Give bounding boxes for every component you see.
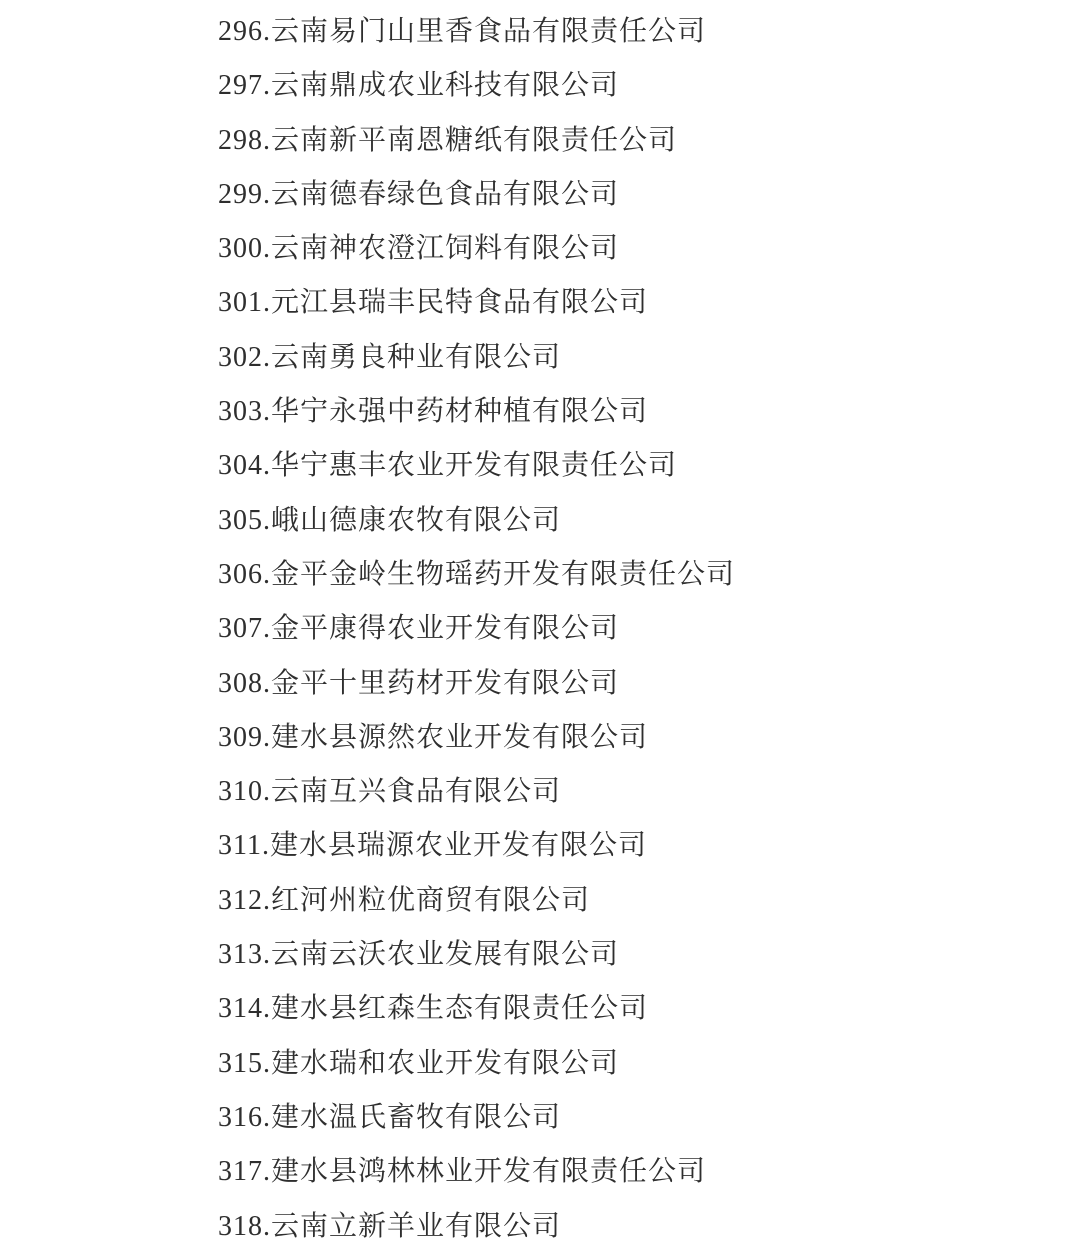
item-company-name: 建水温氏畜牧有限公司 [271, 1101, 562, 1133]
item-company-name: 云南新平南恩糖纸有限责任公司 [271, 124, 678, 156]
item-number: 310. [218, 776, 271, 808]
item-company-name: 金平金岭生物瑶药开发有限责任公司 [271, 558, 736, 590]
item-company-name: 元江县瑞丰民特食品有限公司 [271, 287, 649, 319]
list-item [218, 711, 1080, 765]
list-item [218, 602, 1080, 656]
list-item [218, 222, 1080, 276]
item-number: 317. [218, 1156, 271, 1188]
item-company-name: 金平康得农业开发有限公司 [271, 613, 620, 645]
list-item [218, 1200, 1080, 1254]
item-company-name: 金平十里药材开发有限公司 [271, 667, 620, 699]
item-company-name: 云南云沃农业发展有限公司 [271, 939, 620, 971]
item-number: 316. [218, 1101, 271, 1133]
item-number: 318. [218, 1210, 271, 1242]
item-number: 309. [218, 721, 271, 753]
item-number: 305. [218, 504, 271, 536]
list-item [218, 331, 1080, 385]
item-number: 299. [218, 178, 271, 210]
item-number: 313. [218, 939, 271, 971]
item-number: 303. [218, 396, 271, 428]
list-item [218, 59, 1080, 113]
list-item [218, 385, 1080, 439]
item-number: 307. [218, 613, 271, 645]
list-item [218, 819, 1080, 873]
item-number: 308. [218, 667, 271, 699]
item-company-name: 建水县瑞源农业开发有限公司 [269, 830, 647, 862]
list-item [218, 982, 1080, 1036]
list-item [218, 1091, 1080, 1145]
list-item [218, 5, 1080, 59]
list-item [218, 168, 1080, 222]
item-company-name: 建水县红森生态有限责任公司 [271, 993, 649, 1025]
item-company-name: 云南立新羊业有限公司 [271, 1210, 562, 1242]
company-list [218, 5, 1080, 1254]
item-number: 314. [218, 993, 271, 1025]
item-number: 315. [218, 1047, 271, 1079]
list-item [218, 548, 1080, 602]
list-item [218, 765, 1080, 819]
item-number: 312. [218, 884, 271, 916]
list-item [218, 1145, 1080, 1199]
item-company-name: 建水瑞和农业开发有限公司 [271, 1047, 620, 1079]
item-number: 311. [218, 830, 270, 862]
item-company-name: 云南鼎成农业科技有限公司 [271, 70, 620, 102]
list-item [218, 928, 1080, 982]
list-item [218, 276, 1080, 330]
item-company-name: 峨山德康农牧有限公司 [271, 504, 562, 536]
item-company-name: 建水县鸿林林业开发有限责任公司 [271, 1156, 707, 1188]
item-company-name: 云南勇良种业有限公司 [271, 341, 562, 373]
item-number: 300. [218, 233, 271, 265]
item-number: 302. [218, 341, 271, 373]
item-number: 306. [218, 558, 271, 590]
item-number: 301. [218, 287, 271, 319]
item-number: 296. [218, 16, 271, 47]
item-company-name: 云南易门山里香食品有限责任公司 [271, 16, 707, 47]
item-company-name: 华宁永强中药材种植有限公司 [271, 396, 649, 428]
item-company-name: 云南神农澄江饲料有限公司 [271, 233, 620, 265]
list-item [218, 1037, 1080, 1091]
item-company-name: 红河州粒优商贸有限公司 [271, 884, 591, 916]
item-number: 298. [218, 124, 271, 156]
list-item [218, 439, 1080, 493]
list-item [218, 114, 1080, 168]
item-company-name: 华宁惠丰农业开发有限责任公司 [271, 450, 678, 482]
item-number: 304. [218, 450, 271, 482]
list-item [218, 657, 1080, 711]
item-company-name: 建水县源然农业开发有限公司 [271, 721, 649, 753]
item-number: 297. [218, 70, 271, 102]
list-item [218, 874, 1080, 928]
item-company-name: 云南互兴食品有限公司 [271, 776, 562, 808]
list-item [218, 494, 1080, 548]
item-company-name: 云南德春绿色食品有限公司 [271, 178, 620, 210]
